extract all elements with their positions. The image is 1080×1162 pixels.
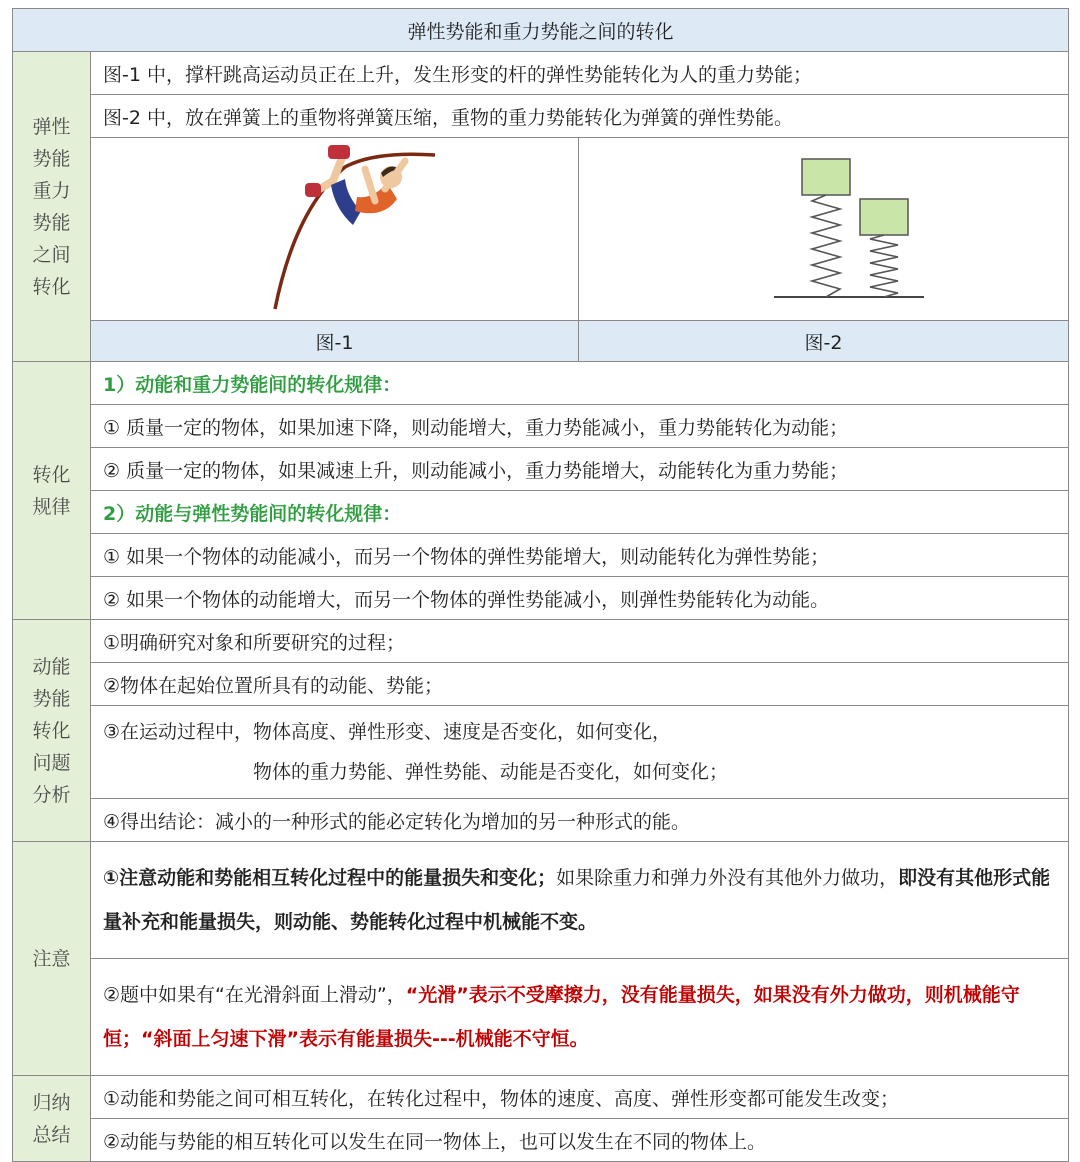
main-table	[12, 8, 1069, 1162]
analysis-item-3-line2: 物体的重力势能、弹性势能、动能是否变化，如何变化；	[253, 761, 729, 783]
pole-vaulter-illustration	[235, 139, 435, 315]
rule-item: ① 如果一个物体的动能减小，而另一个物体的弹性势能增大，则动能转化为弹性势能；	[91, 534, 1069, 577]
label-line: 弹性	[32, 115, 71, 138]
summary-item: ②动能与势能的相互转化可以发生在同一物体上，也可以发生在不同的物体上。	[91, 1119, 1069, 1162]
label-line: 归纳	[32, 1091, 71, 1114]
figure-1-cell	[91, 138, 579, 321]
note-2-red-1: “光滑”表示不受摩擦力，没有能量损失，如果没有外力做功，则机械能守恒；	[103, 984, 1020, 1050]
label-line: 转化	[32, 275, 71, 298]
note-1-normal: 如果除重力和弹力外没有其他外力做功，	[556, 867, 899, 889]
label-line: 问题	[32, 751, 71, 774]
table-title: 弹性势能和重力势能之间的转化	[13, 9, 1069, 52]
spring-block-illustration	[724, 139, 924, 315]
section-label-analysis	[13, 620, 91, 842]
analysis-item: ④得出结论：减小的一种形式的能必定转化为增加的另一种形式的能。	[91, 799, 1069, 842]
label-line: 分析	[32, 783, 71, 806]
rule-heading-1: 1）动能和重力势能间的转化规律：	[91, 362, 1069, 405]
label-line: 转化	[32, 719, 71, 742]
section-label-conversion	[13, 52, 91, 362]
note-2-normal: ②题中如果有“在光滑斜面上滑动”，	[103, 984, 406, 1006]
label-line: 势能	[32, 147, 71, 170]
summary-item: ①动能和势能之间可相互转化，在转化过程中，物体的速度、高度、弹性形变都可能发生改变；	[91, 1076, 1069, 1119]
section-label-rules	[13, 362, 91, 620]
label-line: 之间	[32, 243, 71, 266]
fig1-description: 图-1 中，撑杆跳高运动员正在上升，发生形变的杆的弹性势能转化为人的重力势能；	[91, 52, 1069, 95]
rule-item: ② 如果一个物体的动能增大，而另一个物体的弹性势能减小，则弹性势能转化为动能。	[91, 577, 1069, 620]
analysis-item-3-line1: ③在运动过程中，物体高度、弹性形变、速度是否变化，如何变化，	[103, 721, 672, 743]
label-line: 势能	[32, 687, 71, 710]
label-line: 势能	[32, 211, 71, 234]
note-1-bold-2: 即没有其他形式能量补充和能量损失，则动能、势能转化过程中机械能不变。	[103, 867, 1051, 933]
label-line: 转化	[32, 463, 71, 486]
figure-1-caption: 图-1	[91, 321, 579, 362]
label-line: 重力	[32, 179, 71, 202]
figure-2-caption: 图-2	[579, 321, 1069, 362]
figure-2-cell	[579, 138, 1069, 321]
section-label-summary	[13, 1076, 91, 1162]
note-1-bold: ①注意动能和势能相互转化过程中的能量损失和变化；	[103, 867, 557, 889]
section-label-notes	[13, 842, 91, 1076]
fig2-description: 图-2 中，放在弹簧上的重物将弹簧压缩，重物的重力势能转化为弹簧的弹性势能。	[91, 95, 1069, 138]
label-line: 规律	[32, 495, 71, 518]
rule-heading-2: 2）动能与弹性势能间的转化规律：	[91, 491, 1069, 534]
analysis-item	[91, 706, 1069, 799]
note-2	[91, 959, 1069, 1076]
rule-item: ① 质量一定的物体，如果加速下降，则动能增大，重力势能减小，重力势能转化为动能；	[91, 405, 1069, 448]
note-1	[91, 842, 1069, 959]
label-line: 注意	[32, 947, 71, 970]
analysis-item: ①明确研究对象和所要研究的过程；	[91, 620, 1069, 663]
label-line: 动能	[32, 655, 71, 678]
label-line: 总结	[32, 1123, 71, 1146]
analysis-item: ②物体在起始位置所具有的动能、势能；	[91, 663, 1069, 706]
rule-item: ② 质量一定的物体，如果减速上升，则动能减小，重力势能增大，动能转化为重力势能；	[91, 448, 1069, 491]
note-2-red-2: “斜面上匀速下滑”表示有能量损失---机械能不守恒。	[141, 1028, 589, 1050]
